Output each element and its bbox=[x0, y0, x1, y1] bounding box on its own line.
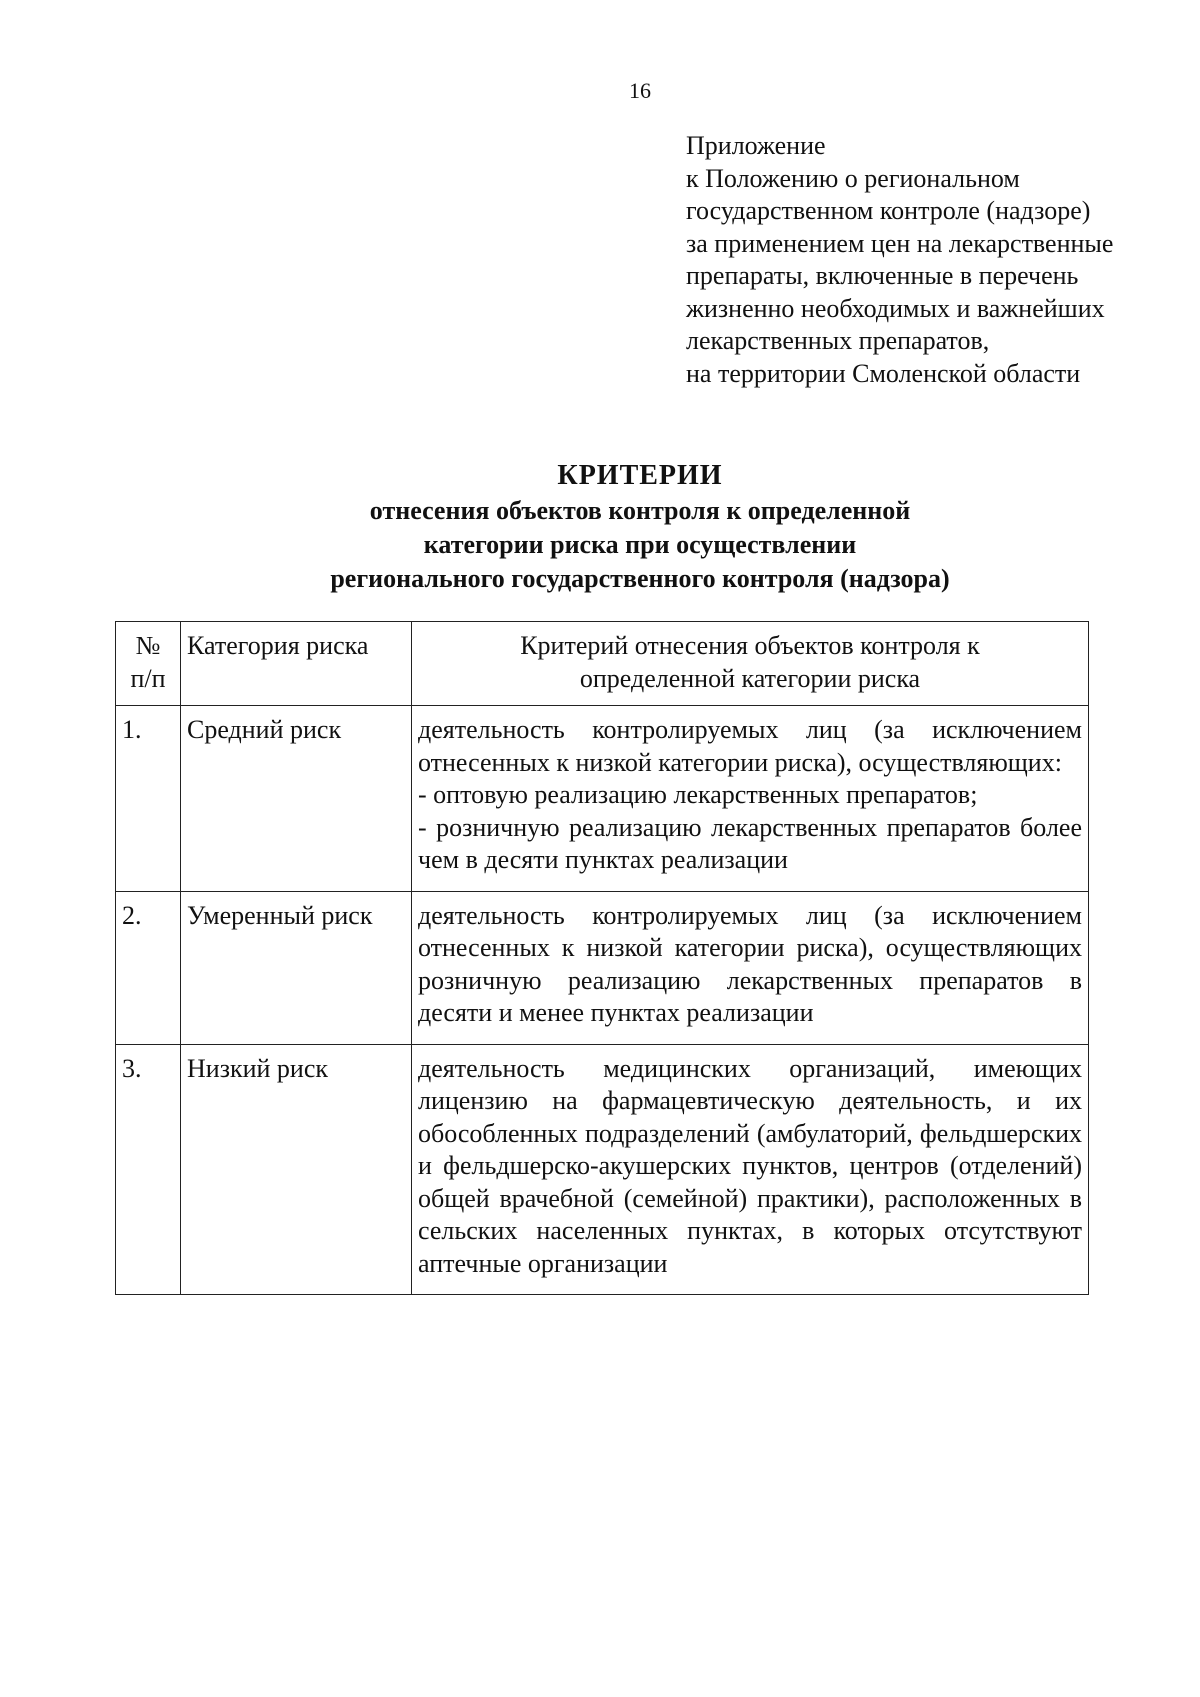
title-subtitle-line: категории риска при осуществлении bbox=[423, 530, 857, 559]
appendix-line: к Положению о региональном bbox=[686, 163, 1020, 193]
table-row bbox=[116, 706, 1089, 892]
criterion-paragraph: деятельность медицинских организаций, имеющих лицензию на фармацевтическую деятельность, и их обособленных подразделений (амбулаторий, фельдшерских и фельдшерско-акушерских пунктов, центров (отделений) общей врачебной (семейной) практики), расположенных в сельских населенных пунктах, в которых отсутствуют аптечные организации bbox=[418, 1053, 1082, 1278]
header-num-line: п/п bbox=[130, 663, 166, 693]
row-number: 1. bbox=[116, 706, 181, 892]
row-criterion bbox=[412, 1044, 1089, 1295]
appendix-line: Приложение bbox=[686, 131, 826, 160]
row-number: 3. bbox=[116, 1044, 181, 1295]
document-title bbox=[140, 458, 1140, 596]
criterion-paragraph: - оптовую реализацию лекарственных препаратов; bbox=[418, 780, 978, 809]
appendix-line: жизненно необходимых и важнейших bbox=[686, 293, 1105, 323]
appendix-line: лекарственных препаратов, bbox=[686, 326, 990, 355]
criterion-paragraph: - розничную реализацию лекарственных препаратов более чем в десяти пунктах реализации bbox=[418, 812, 1082, 874]
row-category: Низкий риск bbox=[181, 1044, 412, 1295]
header-num bbox=[116, 622, 181, 706]
criteria-table bbox=[115, 621, 1089, 1295]
title-subtitle-line: отнесения объектов контроля к определенной bbox=[369, 496, 911, 525]
appendix-note bbox=[686, 130, 1186, 390]
table-row bbox=[116, 1044, 1089, 1295]
row-category: Средний риск bbox=[181, 706, 412, 892]
table-row bbox=[116, 891, 1089, 1044]
table-header-row bbox=[116, 622, 1089, 706]
appendix-line: государственном контроле (надзоре) bbox=[686, 196, 1091, 225]
appendix-line: за применением цен на лекарственные bbox=[686, 228, 1114, 258]
title-main: КРИТЕРИИ bbox=[557, 460, 723, 491]
header-category: Категория риска bbox=[181, 622, 412, 706]
row-number: 2. bbox=[116, 891, 181, 1044]
criterion-paragraph: деятельность контролируемых лиц (за исключением отнесенных к низкой категории риска), осуществляющих розничную реализацию лекарственных препаратов в десяти и менее пунктах реализации bbox=[418, 900, 1082, 1027]
header-criterion-line: Критерий отнесения объектов контроля к bbox=[520, 631, 980, 660]
page-number: 16 bbox=[629, 78, 651, 103]
appendix-line: на территории Смоленской области bbox=[686, 358, 1081, 388]
criterion-paragraph: деятельность контролируемых лиц (за исключением отнесенных к низкой категории риска), осуществляющих: bbox=[418, 715, 1082, 777]
row-criterion bbox=[412, 891, 1089, 1044]
appendix-line: препараты, включенные в перечень bbox=[686, 261, 1079, 290]
header-criterion-line: определенной категории риска bbox=[579, 663, 921, 693]
row-criterion bbox=[412, 706, 1089, 892]
header-criterion bbox=[412, 622, 1089, 706]
row-category: Умеренный риск bbox=[181, 891, 412, 1044]
title-subtitle-line: регионального государственного контроля (надзора) bbox=[330, 564, 950, 593]
header-num-line: № bbox=[135, 631, 161, 660]
